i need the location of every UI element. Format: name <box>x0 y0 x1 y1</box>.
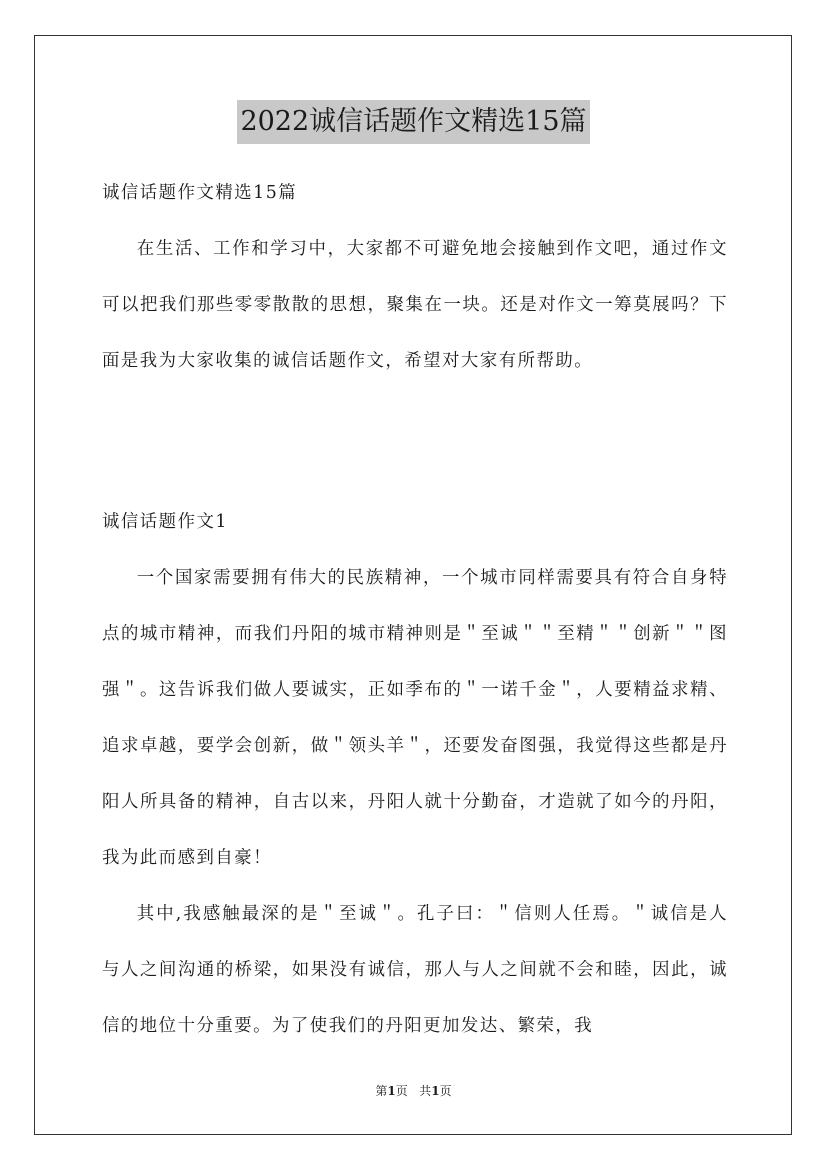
document-body <box>102 165 728 389</box>
section-1-paragraph-1: 一个国家需要拥有伟大的民族精神，一个城市同样需要具有符合自身特点的城市精神，而我们丹阳的城市精神则是＂至诚＂＂至精＂＂创新＂＂图强＂。这告诉我们做人要诚实，正如季布的＂一诺千金＂，人要精益求精、追求卓越，要学会创新，做＂领头羊＂，还要发奋图强，我觉得这些都是丹阳人所具备的精神，自古以来，丹阳人就十分勤奋，才造就了如今的丹阳，我为此而感到自豪！ <box>102 568 728 868</box>
document-subtitle: 诚信话题作文精选15篇 <box>102 183 298 203</box>
footer-page-total: 1 <box>431 1084 440 1098</box>
footer-page-label-1: 页 <box>395 1084 408 1098</box>
page-footer <box>0 1082 827 1100</box>
document-title: 2022诚信话题作文精选15篇 <box>237 100 589 144</box>
footer-page-prefix: 第 <box>375 1084 388 1098</box>
section-1-paragraph-2: 其中,我感触最深的是＂至诚＂。孔子曰：＂信则人任焉。＂诚信是人与人之间沟通的桥梁，如果没有诚信，那人与人之间就不会和睦，因此，诚信的地位十分重要。为了使我们的丹阳更加发达、繁荣，我 <box>102 904 728 1036</box>
footer-page-label-2: 页 <box>439 1084 452 1098</box>
intro-paragraph: 在生活、工作和学习中，大家都不可避免地会接触到作文吧，通过作文可以把我们那些零零散散的思想，聚集在一块。还是对作文一筹莫展吗？下面是我为大家收集的诚信话题作文，希望对大家有所帮助。 <box>102 239 728 371</box>
section-1-heading: 诚信话题作文1 <box>102 512 228 532</box>
title-container <box>0 100 827 144</box>
footer-page-current: 1 <box>387 1084 396 1098</box>
section-1 <box>102 494 728 1054</box>
footer-total-prefix: 共 <box>419 1084 432 1098</box>
